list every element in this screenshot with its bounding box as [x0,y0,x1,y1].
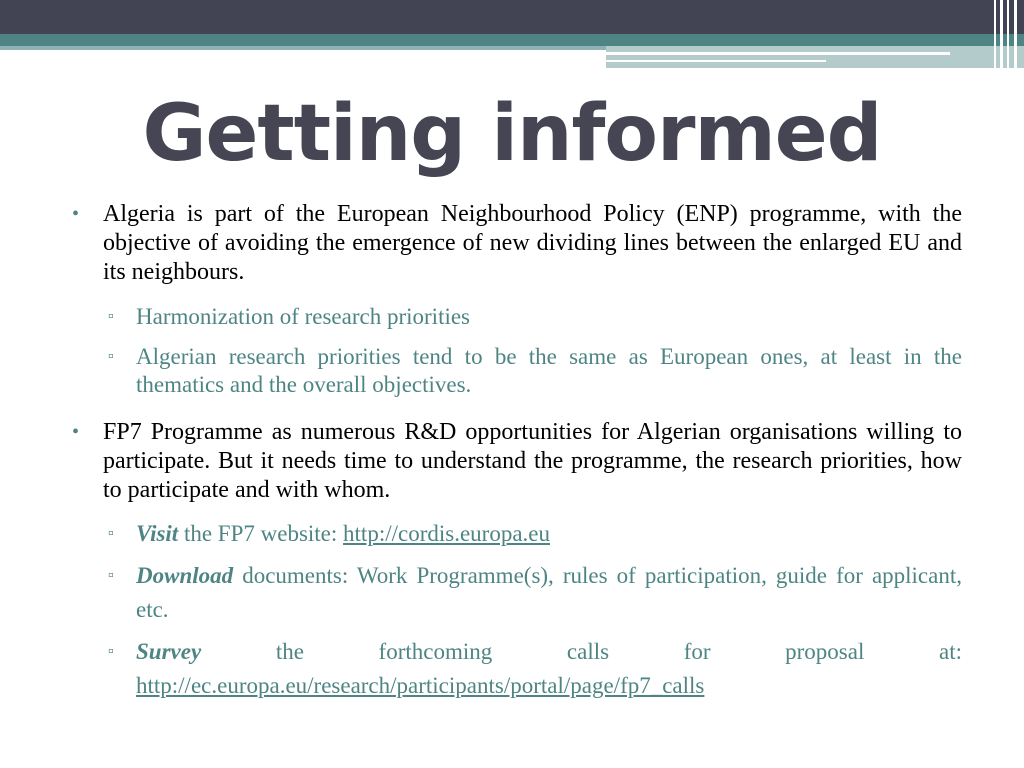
header-stripes [990,0,1024,68]
header-teal-band [0,34,1024,46]
emphasis-download: Download [136,563,234,588]
header-white-line [606,52,950,55]
square-bullet-icon: ▫ [108,567,114,584]
header-light-band-left [0,46,606,50]
header-dark-band [0,0,1024,34]
bullet-fp7 [72,418,962,505]
slide-title: Getting informed [142,89,882,179]
header-light-band-right [606,46,1024,68]
bullet-dot-icon: • [72,421,80,443]
bullet-dot-icon: • [72,203,80,225]
emphasis-survey: Survey [136,639,202,664]
square-bullet-icon: ▫ [108,348,114,365]
slide-body [72,200,962,703]
sub-bullet-survey [72,635,962,703]
square-bullet-icon: ▫ [108,308,114,325]
header-white-line [606,60,826,62]
sub-bullet-priorities [72,343,962,399]
sub-bullet-text: the FP7 website: [178,521,344,546]
bullet-text: Algeria is part of the European Neighbourhood Policy (ENP) programme, with the objective of avoiding the emergence of new dividing lines between the enlarged EU and its neighbours. [103,201,962,285]
square-bullet-icon: ▫ [108,525,114,542]
sub-bullet-text: Algerian research priorities tend to be the same as European ones, at least in the thematics and the overall objectives. [136,344,962,397]
sub-bullet-text: the forthcoming calls for proposal at: [201,639,962,664]
bullet-text: FP7 Programme as numerous R&D opportunities for Algerian organisations willing to participate. But it needs time to understand the programme, the research priorities, how to participate and with whom. [103,419,962,503]
emphasis-visit: Visit [136,521,179,546]
sub-bullet-text: documents: Work Programme(s), rules of participation, guide for applicant, etc. [136,563,962,622]
bullet-enp [72,200,962,287]
square-bullet-icon: ▫ [108,643,114,660]
sub-bullet-download [72,559,962,627]
sub-bullet-harmonization [72,303,962,331]
fp7-calls-link[interactable]: http://ec.europa.eu/research/participants/portal/page/fp7_calls [136,673,705,698]
cordis-link[interactable]: http://cordis.europa.eu [343,521,550,546]
sub-bullet-visit [72,517,962,551]
sub-bullet-text: Harmonization of research priorities [136,304,471,329]
